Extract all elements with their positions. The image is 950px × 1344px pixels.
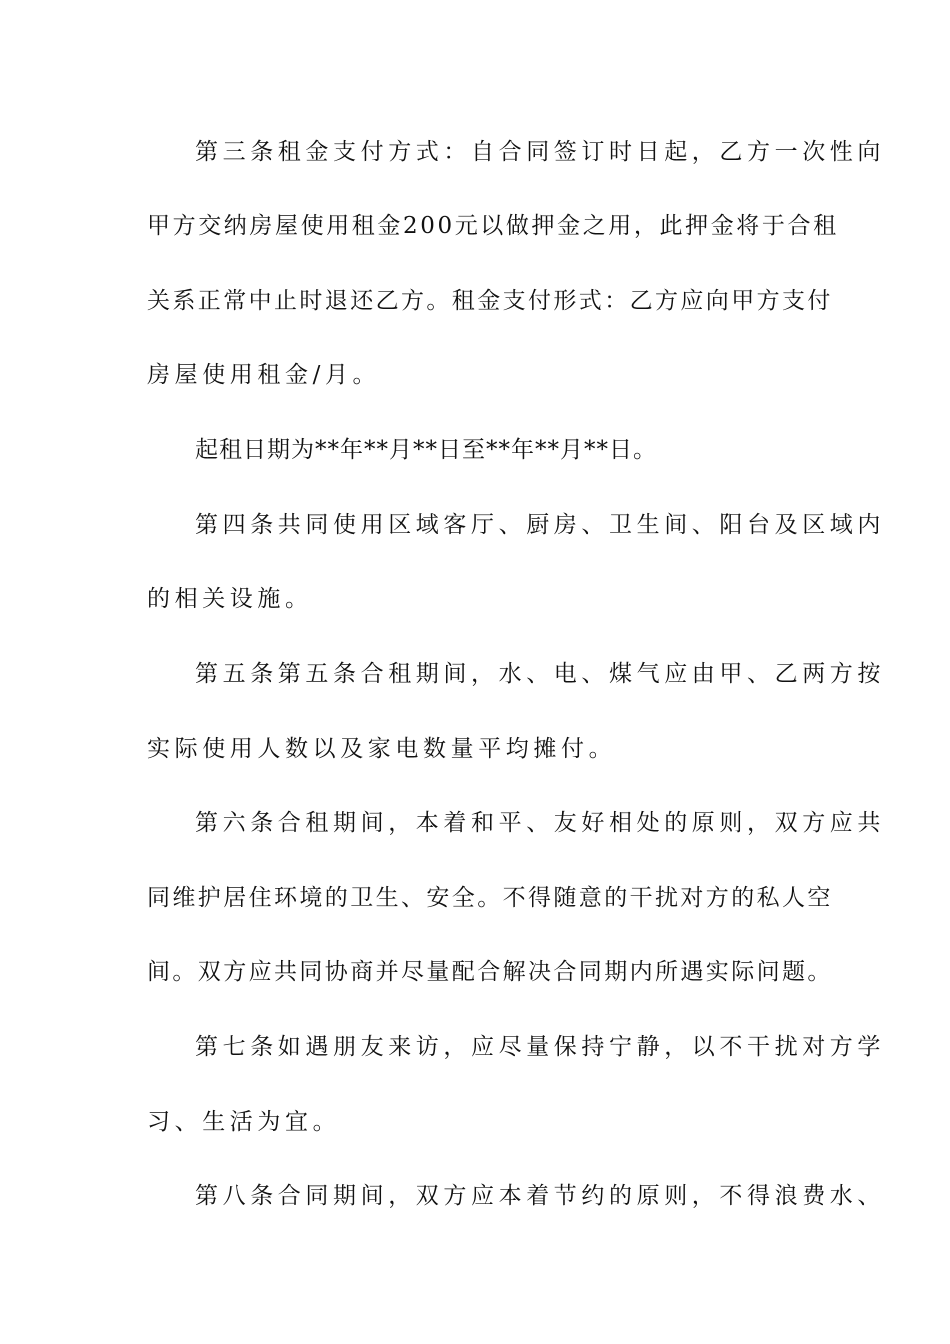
article-5-line-1: 第五条第五条合租期间，水、电、煤气应由甲、乙两方按 (195, 661, 885, 687)
article-7-line-2: 习、生活为宜。 (147, 1109, 341, 1135)
article-4-line-2: 的相关设施。 (147, 586, 313, 612)
article-8-line-1: 第八条合同期间，双方应本着节约的原则，不得浪费水、 (195, 1183, 885, 1209)
article-6-line-2: 同维护居住环境的卫生、安全。不得随意的干扰对方的私人空 (147, 885, 833, 911)
article-6-line-1: 第六条合租期间，本着和平、友好相处的原则，双方应共 (195, 810, 885, 836)
article-4-line-1: 第四条共同使用区域客厅、厨房、卫生间、阳台及区域内 (195, 512, 885, 538)
article-6-line-3: 间。双方应共同协商并尽量配合解决合同期内所遇实际问题。 (147, 959, 833, 985)
article-5-line-2: 实际使用人数以及家电数量平均摊付。 (147, 736, 617, 762)
article-3-line-2: 甲方交纳房屋使用租金200元以做押金之用，此押金将于合租 (147, 213, 839, 239)
article-3-line-3: 关系正常中止时退还乙方。租金支付形式：乙方应向甲方支付 (147, 288, 833, 314)
article-7-line-1: 第七条如遇朋友来访，应尽量保持宁静，以不干扰对方学 (195, 1034, 885, 1060)
lease-period-line: 起租日期为**年**月**日至**年**月**日。 (195, 437, 657, 463)
article-3-line-4: 房屋使用租金/月。 (147, 362, 381, 388)
article-3-line-1: 第三条租金支付方式：自合同签订时日起，乙方一次性向 (195, 139, 885, 165)
